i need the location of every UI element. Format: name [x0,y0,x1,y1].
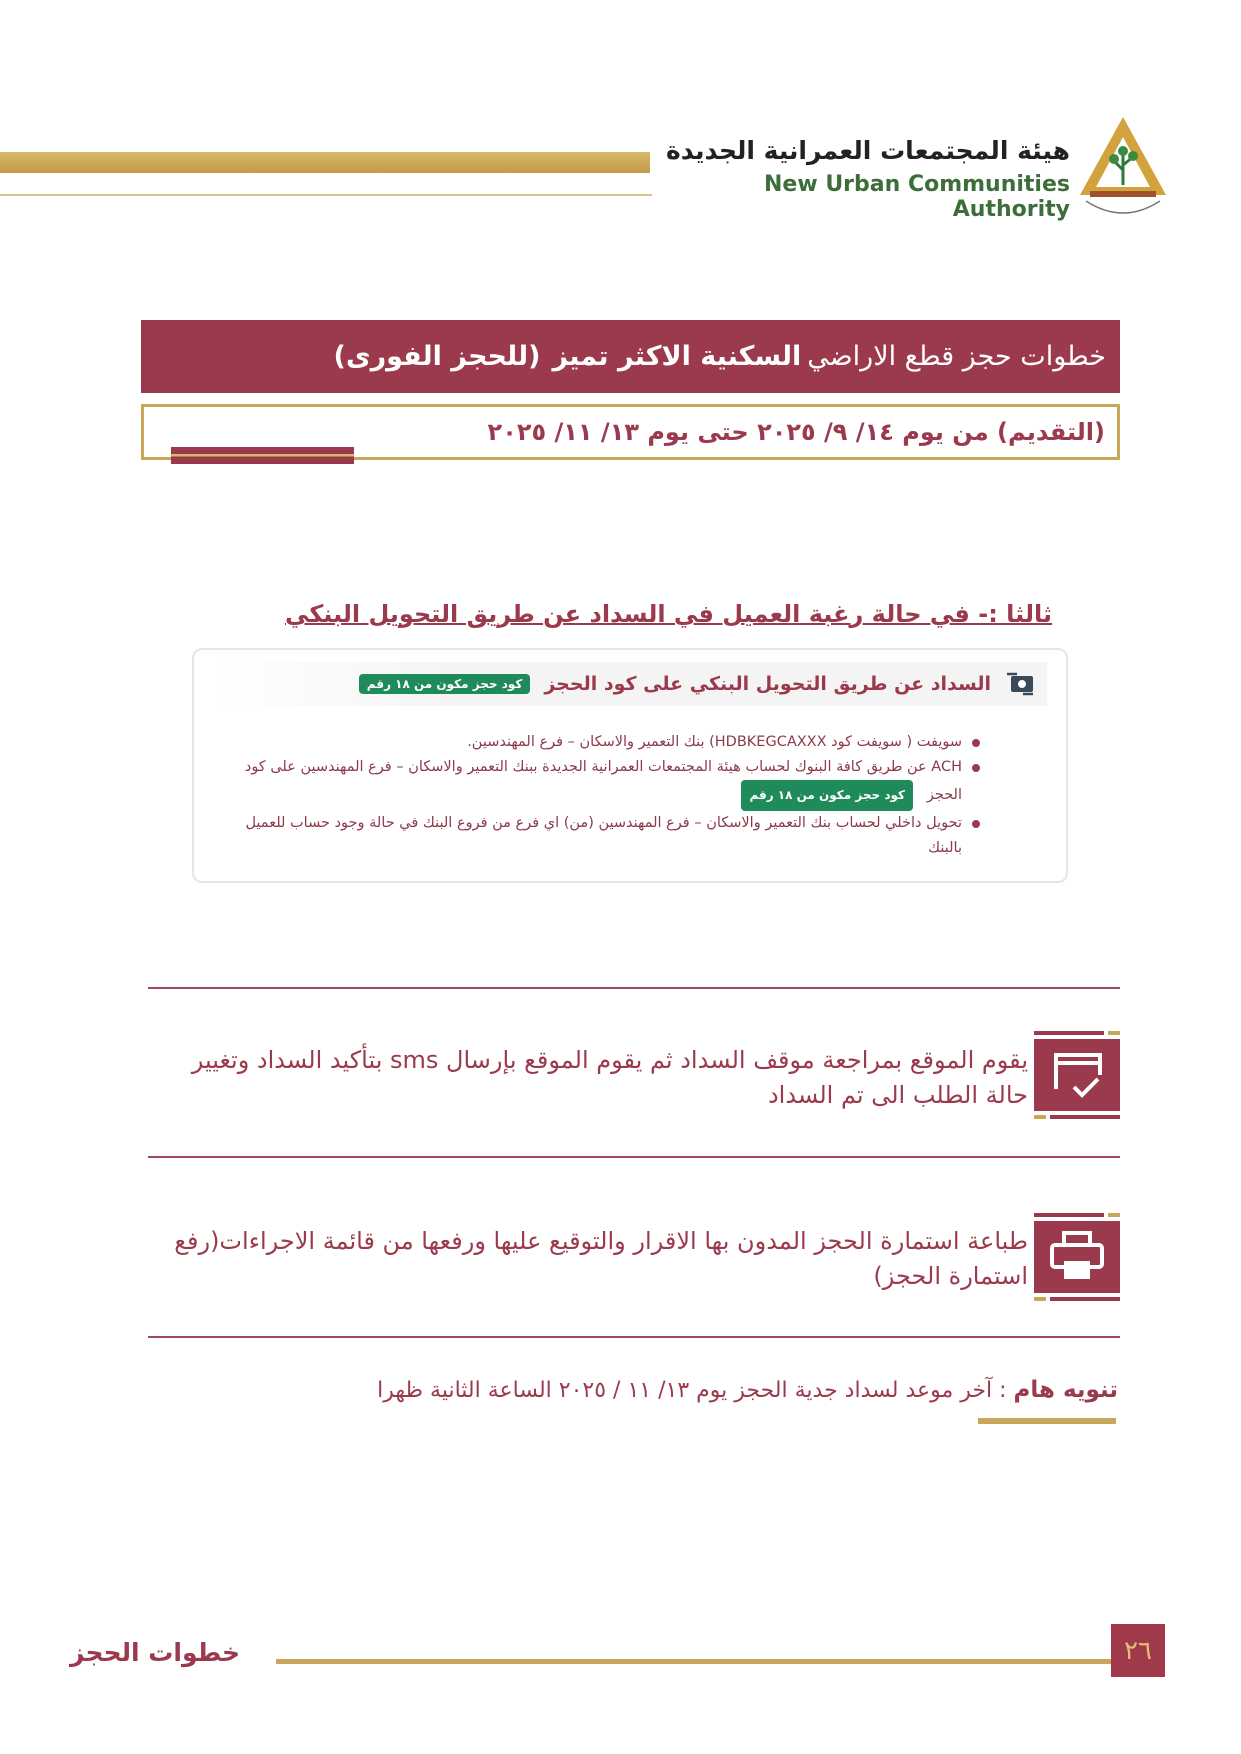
org-name-english: New Urban Communities Authority [764,172,1070,222]
notice-underline [978,1418,1116,1424]
card-header-text: السداد عن طريق التحويل البنكي على كود الحجز [544,673,991,695]
page-number: ٢٦ [1111,1624,1165,1677]
title-part2: السكنية الاكثر تميز [552,341,802,372]
title-part3: (للحجز الفورى) [333,341,541,372]
payment-methods-list [210,730,980,861]
date-decoration-bar [171,447,354,464]
card-header [212,662,1047,706]
notice-label: تنويه هام [1013,1377,1118,1403]
money-transfer-icon [1005,670,1039,698]
payment-check-icon [1034,1031,1120,1119]
divider [148,1156,1120,1158]
title-part1: خطوات حجز قطع الاراضي [807,341,1106,372]
org-name-arabic: هيئة المجتمعات العمرانية الجديدة [665,136,1070,165]
divider [148,1336,1120,1338]
nuca-logo [1078,115,1168,220]
list-item: ACH عن طريق كافة البنوك لحساب هيئة المجتمعات العمرانية الجديدة ببنك التعمير والاسكان – فرع المهندسين على كود الحجز كود حجز مكون من ١٨ رقم [210,755,980,811]
header-thin-line [0,194,652,196]
date-text: (التقديم) من يوم ١٤/ ٩/ ٢٠٢٥ حتى يوم ١٣/ ١١/ ٢٠٢٥ [487,418,1105,446]
list-item: تحويل داخلي لحساب بنك التعمير والاسكان – فرع المهندسين (من) اي فرع من فروع البنك في حالة وجود حساب للعميل بالبنك [210,811,980,861]
notice-text: : آخر موعد لسداد جدية الحجز يوم ١٣/ ١١ / ٢٠٢٥ الساعة الثانية ظهرا [377,1378,1007,1403]
section-heading: ثالثا :- في حالة رغبة العميل في السداد عن طريق التحويل البنكي [285,600,1052,628]
footer-line [276,1659,1111,1664]
booking-code-badge: كود حجز مكون من ١٨ رقم [359,674,531,694]
divider [148,987,1120,989]
list-item: سويفت ( سويفت كود HDBKEGCAXXX) بنك التعمير والاسكان – فرع المهندسين. [210,730,980,755]
header-gold-bar [0,152,650,173]
step-print-form: طباعة استمارة الحجز المدون بها الاقرار والتوقيع عليها ورفعها من قائمة الاجراءات(رفع استمارة الحجز) [174,1227,1028,1290]
step-payment-review: يقوم الموقع بمراجعة موقف السداد ثم يقوم الموقع بإرسال sms بتأكيد السداد وتغيير حالة الطلب الى تم السداد [191,1046,1028,1109]
printer-icon [1034,1213,1120,1301]
booking-code-badge: كود حجز مكون من ١٨ رقم [741,780,913,811]
footer-title: خطوات الحجز [70,1638,240,1667]
page-title-band [141,320,1120,393]
important-notice [160,1377,1118,1403]
